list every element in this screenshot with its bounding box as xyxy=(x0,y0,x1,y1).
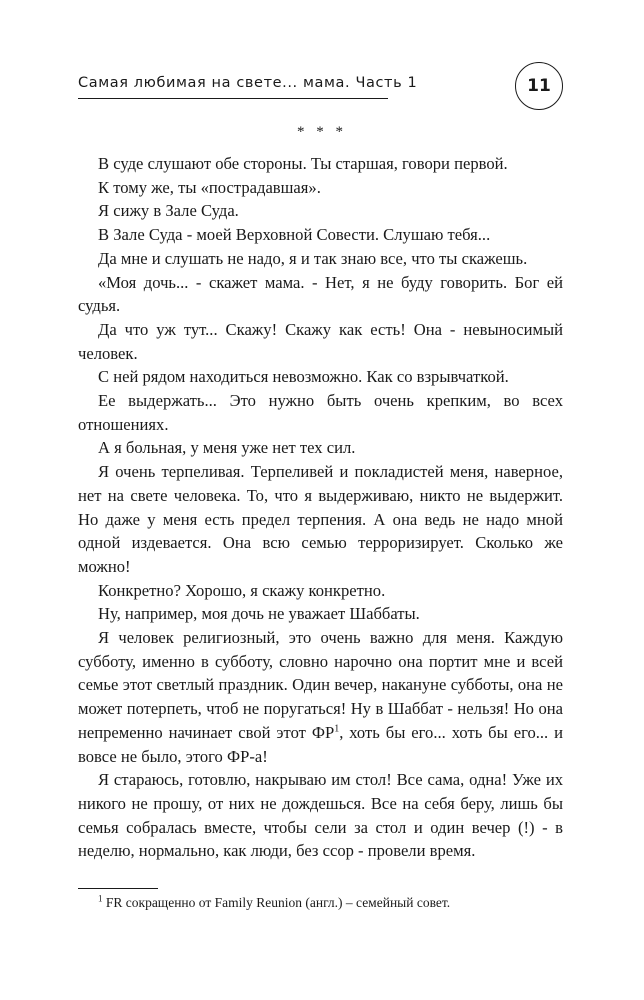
footnote-rule xyxy=(78,888,158,889)
paragraph: Ее выдержать... Это нужно быть очень крепким, во всех отношениях. xyxy=(78,391,563,434)
footnote xyxy=(98,894,568,912)
body-text xyxy=(78,152,563,863)
paragraph-text: Я человек религиозный, это очень важно для меня. Каждую субботу, именно в субботу, словно нарочно она портит мне и всей семье этот светлый праздник. Один вечер, накануне субботы, она не может потерпеть, чтоб не поругаться! Ну в Шаббат - нельзя! Но она непременно начинает свой этот ФР xyxy=(78,628,563,742)
paragraph: Да что уж тут... Скажу! Скажу как есть! Она - невыносимый человек. xyxy=(78,319,563,363)
running-title: Самая любимая на свете... мама. Часть 1 xyxy=(78,75,418,91)
paragraph: «Моя дочь... - скажет мама. - Нет, я не буду говорить. Бог ей судья. xyxy=(78,272,563,316)
paragraph: Я очень терпеливая. Терпеливей и покладистей меня, наверное, нет на свете человека. То, что я выдерживаю, никто не выдержит. Но даже у меня есть предел терпения. А она ведь не надо мной одной издевается. Она всю семью терроризирует. Сколько же можно! xyxy=(78,462,563,576)
paragraph xyxy=(78,626,563,768)
footnote-marker: 1 xyxy=(98,893,103,904)
paragraph: С ней рядом находиться невозможно. Как со взрывчаткой. xyxy=(98,367,509,387)
footnote-text: FR сокращенно от Family Reunion (англ.) – семейный совет. xyxy=(102,895,451,910)
paragraph: К тому же, ты «пострадавшая». xyxy=(98,177,321,197)
footnote-reference[interactable]: 1 xyxy=(334,723,340,735)
paragraph: Ну, например, моя дочь не уважает Шаббаты. xyxy=(98,604,420,624)
paragraph: В Зале Суда - моей Верховной Совести. Слушаю тебя... xyxy=(98,225,491,245)
paragraph: Я стараюсь, готовлю, накрываю им стол! Все сама, одна! Уже их никого не прошу, от них не дождешься. Все на себя беру, лишь бы семья собралась вместе, чтобы сели за стол и один вечер (!) - в неделю, нормально, как люди, без ссор - провели время. xyxy=(78,770,563,861)
paragraph: Конкретно? Хорошо, я скажу конкретно. xyxy=(98,580,386,600)
paragraph: Да мне и слушать не надо, я и так знаю все, что ты скажешь. xyxy=(98,248,528,268)
paragraph-text: , хоть бы его... хоть бы его... и вовсе не было, этого ФР-а! xyxy=(78,722,564,766)
paragraph: Я сижу в Зале Суда. xyxy=(98,201,239,221)
paragraph: В суде слушают обе стороны. Ты старшая, говори первой. xyxy=(98,154,508,173)
paragraph: А я больная, у меня уже нет тех сил. xyxy=(98,438,356,458)
running-head xyxy=(78,74,418,99)
section-divider: * * * xyxy=(297,124,347,140)
page-number-label: 11 xyxy=(527,76,551,96)
page-number xyxy=(515,62,563,110)
